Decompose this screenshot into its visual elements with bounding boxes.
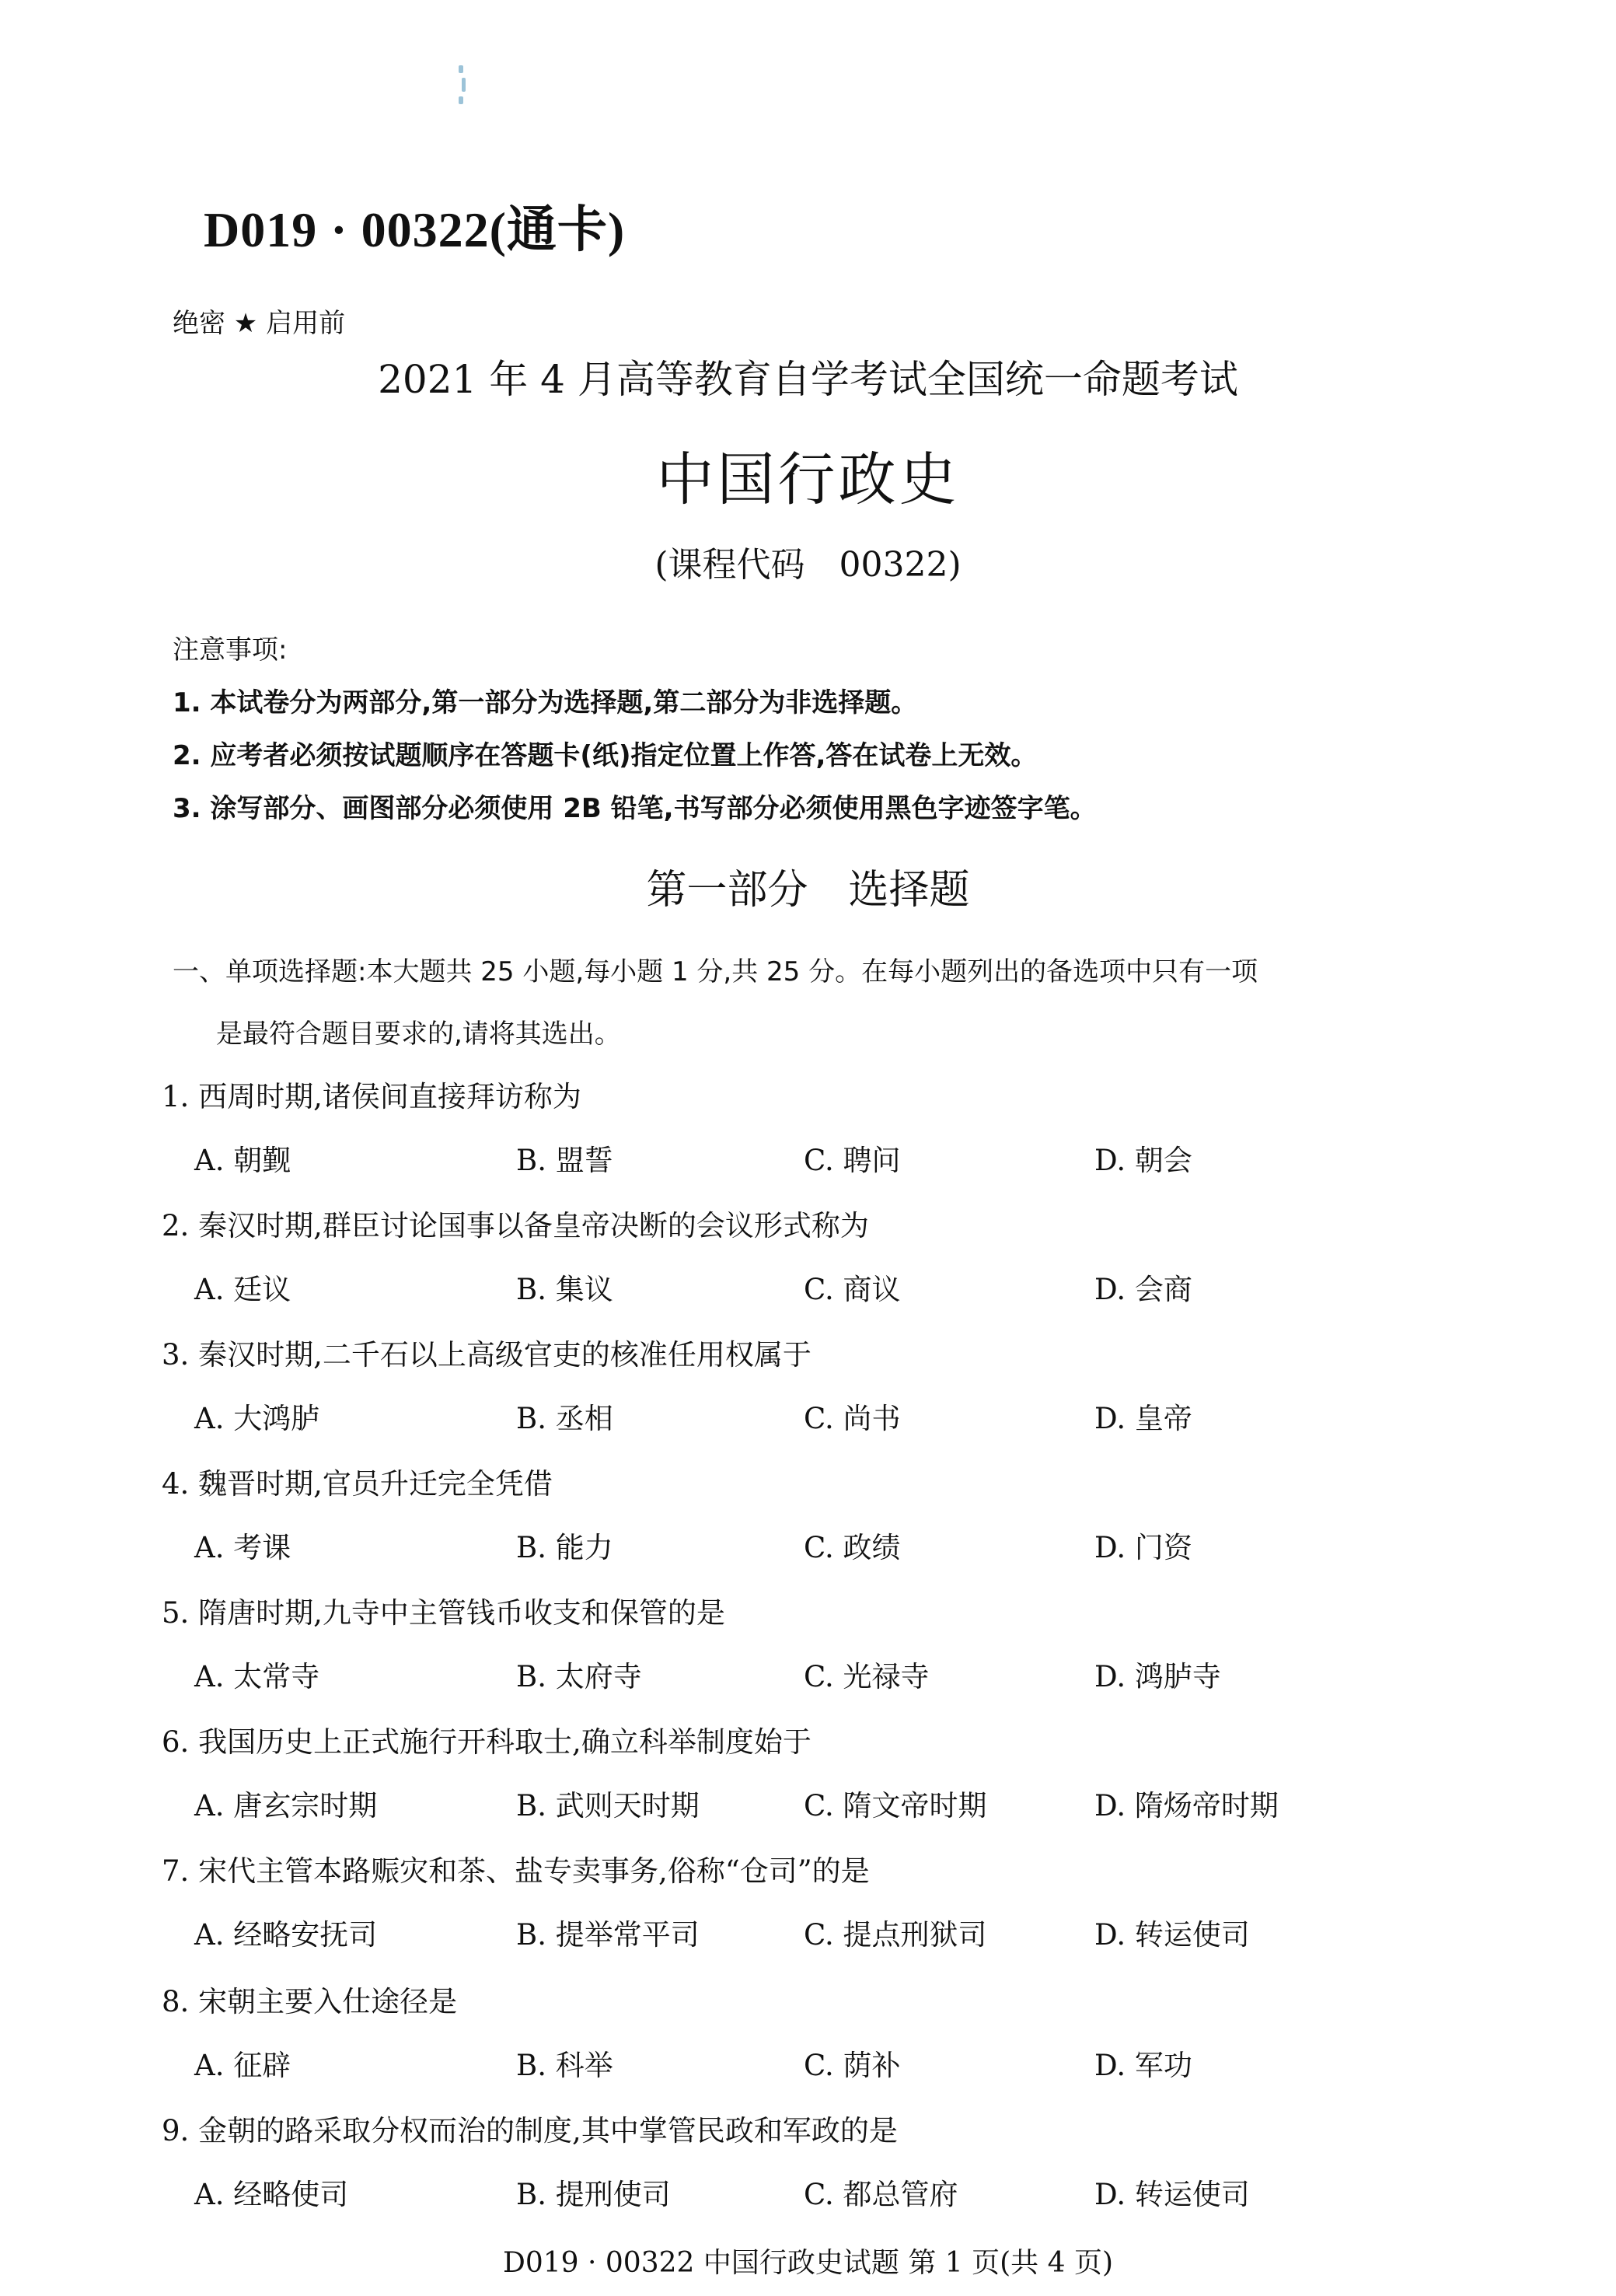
option-b: B. 提刑使司 (516, 2178, 671, 2211)
option-c: C. 光禄寺 (804, 1660, 930, 1693)
option-b: B. 能力 (516, 1531, 613, 1564)
option-c: C. 聘问 (804, 1144, 901, 1177)
option-a: A. 朝觐 (194, 1144, 291, 1177)
section-instruction-cont: 是最符合题目要求的,请将其选出。 (216, 1019, 621, 1050)
option-d: D. 隋炀帝时期 (1094, 1789, 1279, 1822)
page-footer: D019 · 00322 中国行政史试题 第 1 页(共 4 页) (503, 2247, 1113, 2279)
option-a: A. 太常寺 (194, 1660, 320, 1693)
notice-item: 1. 本试卷分为两部分,第一部分为选择题,第二部分为非选择题。 (173, 687, 918, 718)
option-d: D. 门资 (1094, 1531, 1192, 1564)
question-stem: 5. 隋唐时期,九寺中主管钱币收支和保管的是 (162, 1596, 725, 1630)
question-stem: 7. 宋代主管本路赈灾和茶、盐专卖事务,俗称“仓司”的是 (162, 1854, 870, 1888)
option-b: B. 丞相 (516, 1402, 613, 1435)
scan-mark (459, 65, 463, 73)
option-b: B. 盟誓 (516, 1144, 613, 1177)
option-d: D. 会商 (1094, 1273, 1192, 1306)
option-c: C. 提点刑狱司 (804, 1918, 987, 1952)
question-stem: 2. 秦汉时期,群臣讨论国事以备皇帝决断的会议形式称为 (162, 1209, 869, 1242)
option-c: C. 荫补 (804, 2049, 901, 2082)
question-stem: 6. 我国历史上正式施行开科取士,确立科举制度始于 (162, 1725, 811, 1759)
scan-mark (462, 78, 466, 92)
option-d: D. 转运使司 (1094, 1918, 1250, 1952)
option-a: A. 唐玄宗时期 (194, 1789, 378, 1822)
option-b: B. 太府寺 (516, 1660, 642, 1693)
notice-item: 3. 涂写部分、画图部分必须使用 2B 铅笔,书写部分必须使用黑色字迹签字笔。 (173, 793, 1097, 824)
notice-heading: 注意事项: (173, 634, 288, 666)
option-a: A. 经略使司 (194, 2178, 349, 2211)
option-c: C. 商议 (804, 1273, 901, 1306)
secret-label: 绝密 ★ 启用前 (173, 308, 346, 339)
paper-code: D019 · 00322(通卡) (204, 202, 626, 257)
question-stem: 3. 秦汉时期,二千石以上高级官吏的核准任用权属于 (162, 1338, 811, 1372)
option-b: B. 科举 (516, 2049, 613, 2082)
scan-mark (459, 96, 463, 104)
option-d: D. 朝会 (1094, 1144, 1192, 1177)
option-d: D. 转运使司 (1094, 2178, 1250, 2211)
subject-title: 中国行政史 (656, 446, 960, 513)
option-d: D. 军功 (1094, 2049, 1192, 2082)
option-b: B. 武则天时期 (516, 1789, 700, 1822)
section-instruction: 一、单项选择题:本大题共 25 小题,每小题 1 分,共 25 分。在每小题列出的备选项中只有一项 (173, 956, 1258, 987)
option-a: A. 大鸿胪 (194, 1402, 320, 1435)
question-stem: 8. 宋朝主要入仕途径是 (162, 1985, 458, 2018)
question-stem: 4. 魏晋时期,官员升迁完全凭借 (162, 1467, 553, 1501)
option-d: D. 皇帝 (1094, 1402, 1192, 1435)
question-stem: 1. 西周时期,诸侯间直接拜访称为 (162, 1080, 581, 1113)
option-a: A. 经略安抚司 (194, 1918, 378, 1952)
option-a: A. 考课 (194, 1531, 291, 1564)
option-b: B. 提举常平司 (516, 1918, 700, 1952)
question-stem: 9. 金朝的路采取分权而治的制度,其中掌管民政和军政的是 (162, 2114, 898, 2147)
option-c: C. 政绩 (804, 1531, 901, 1564)
option-c: C. 尚书 (804, 1402, 901, 1435)
exam-title: 2021 年 4 月高等教育自学考试全国统一命题考试 (378, 357, 1238, 402)
option-c: C. 都总管府 (804, 2178, 958, 2211)
option-a: A. 征辟 (194, 2049, 291, 2082)
option-d: D. 鸿胪寺 (1094, 1660, 1221, 1693)
option-c: C. 隋文帝时期 (804, 1789, 987, 1822)
option-b: B. 集议 (516, 1273, 613, 1306)
part-title: 第一部分 选择题 (646, 867, 970, 914)
option-a: A. 廷议 (194, 1273, 291, 1306)
course-code: (课程代码 00322) (654, 545, 962, 585)
notice-item: 2. 应考者必须按试题顺序在答题卡(纸)指定位置上作答,答在试卷上无效。 (173, 740, 1038, 771)
